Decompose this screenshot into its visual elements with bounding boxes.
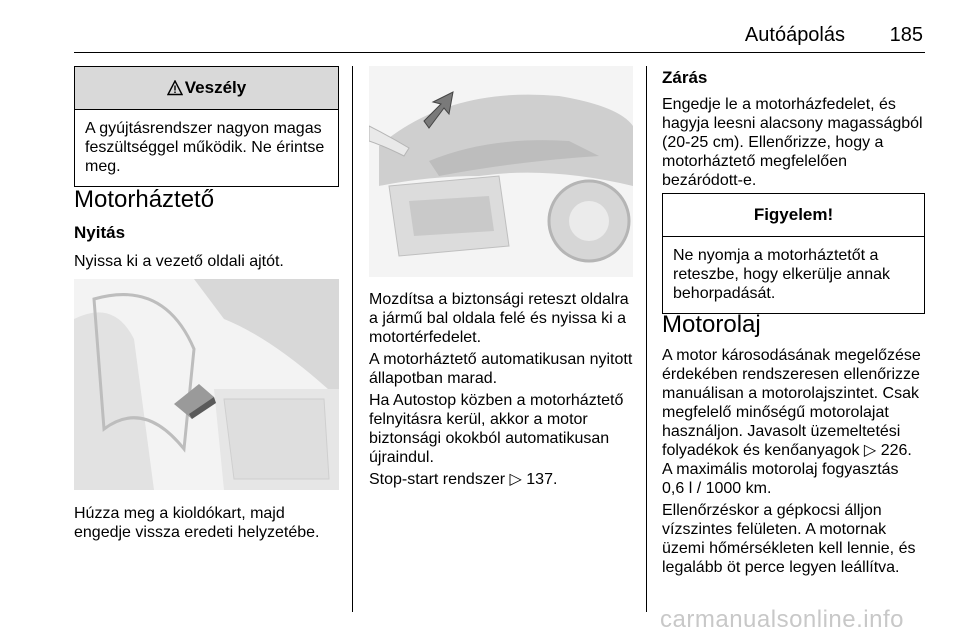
subsection-title-opening: Nyitás xyxy=(74,223,126,242)
page-number: 185 xyxy=(889,24,923,46)
subsection-title-closing: Zárás xyxy=(662,68,708,87)
stop-start-ref-page[interactable]: 137. xyxy=(526,471,558,488)
paragraph-closing: Engedje le a motorházfedelet, és hagyja leesni alacsony magasságból (20-25 cm). Ellenőrizze, hogy a motorháztető megfelelően bezáródott-e. xyxy=(662,96,923,189)
reference-arrow-icon: ▷ xyxy=(509,471,522,488)
oil-check-text: A motor károsodásának megelőzése érdekében rendszeresen ellenőrizze manuálisan a motorolajszintet. Csak megfelelő minőségű motorolajat használjon. Javasolt üzemeltetési folyadékok és kenőanyagok xyxy=(662,347,921,459)
notice-box-title: Figyelem! xyxy=(753,205,834,224)
column-divider-1 xyxy=(352,66,353,612)
notice-box xyxy=(662,193,925,314)
paragraph-oil-consumption: A maximális motorolaj fogyasztás 0,6 l / 1000 km. xyxy=(662,461,899,497)
watermark: carmanualsonline.info xyxy=(660,606,904,633)
column-divider-2 xyxy=(646,66,647,612)
paragraph-pull-lever: Húzza meg a kioldókart, majd engedje vissza eredeti helyzetébe. xyxy=(74,505,320,541)
release-lever-illustration xyxy=(74,279,339,490)
notice-box-text: Ne nyomja a motorháztetőt a reteszbe, hogy elkerülje annak behorpadását. xyxy=(673,247,891,302)
reference-arrow-icon: ▷ xyxy=(863,442,877,459)
paragraph-oil-check xyxy=(662,346,925,460)
paragraph-hood-stays-open: A motorháztető automatikusan nyitott állapotban marad. xyxy=(369,351,633,387)
danger-box-title: Veszély xyxy=(184,78,247,97)
oil-check-ref-page[interactable]: 226. xyxy=(880,442,912,459)
section-title-hood: Motorháztető xyxy=(74,186,215,213)
hood-latch-illustration xyxy=(369,66,633,277)
paragraph-move-latch: Mozdítsa a biztonsági reteszt oldalra a jármű bal oldala felé és nyissa ki a motortérfedelet. xyxy=(369,291,629,346)
notice-box-header xyxy=(663,194,924,237)
section-title-engine-oil: Motorolaj xyxy=(662,311,761,338)
column-1 xyxy=(74,66,339,541)
stop-start-ref-text: Stop-start rendszer xyxy=(369,471,506,488)
danger-box-header xyxy=(75,67,338,110)
paragraph-autostop: Ha Autostop közben a motorháztető felnyitásra kerül, akkor a motor biztonsági okokból automatikusan újraindul. xyxy=(369,392,624,466)
paragraph-open-door: Nyissa ki a vezető oldali ajtót. xyxy=(74,253,284,270)
danger-box-text: A gyújtásrendszer nagyon magas feszültséggel működik. Ne érintse meg. xyxy=(85,120,325,175)
paragraph-stop-start-ref xyxy=(369,470,633,489)
page-header xyxy=(74,22,925,53)
paragraph-check-conditions: Ellenőrzéskor a gépkocsi álljon vízszintes felületen. A motornak üzemi hőmérsékleten kell lennie, és legalább öt perce legyen leállítva. xyxy=(662,502,916,576)
danger-box xyxy=(74,66,339,187)
page-header-title: Autóápolás xyxy=(744,24,845,46)
warning-triangle-icon xyxy=(167,80,183,96)
